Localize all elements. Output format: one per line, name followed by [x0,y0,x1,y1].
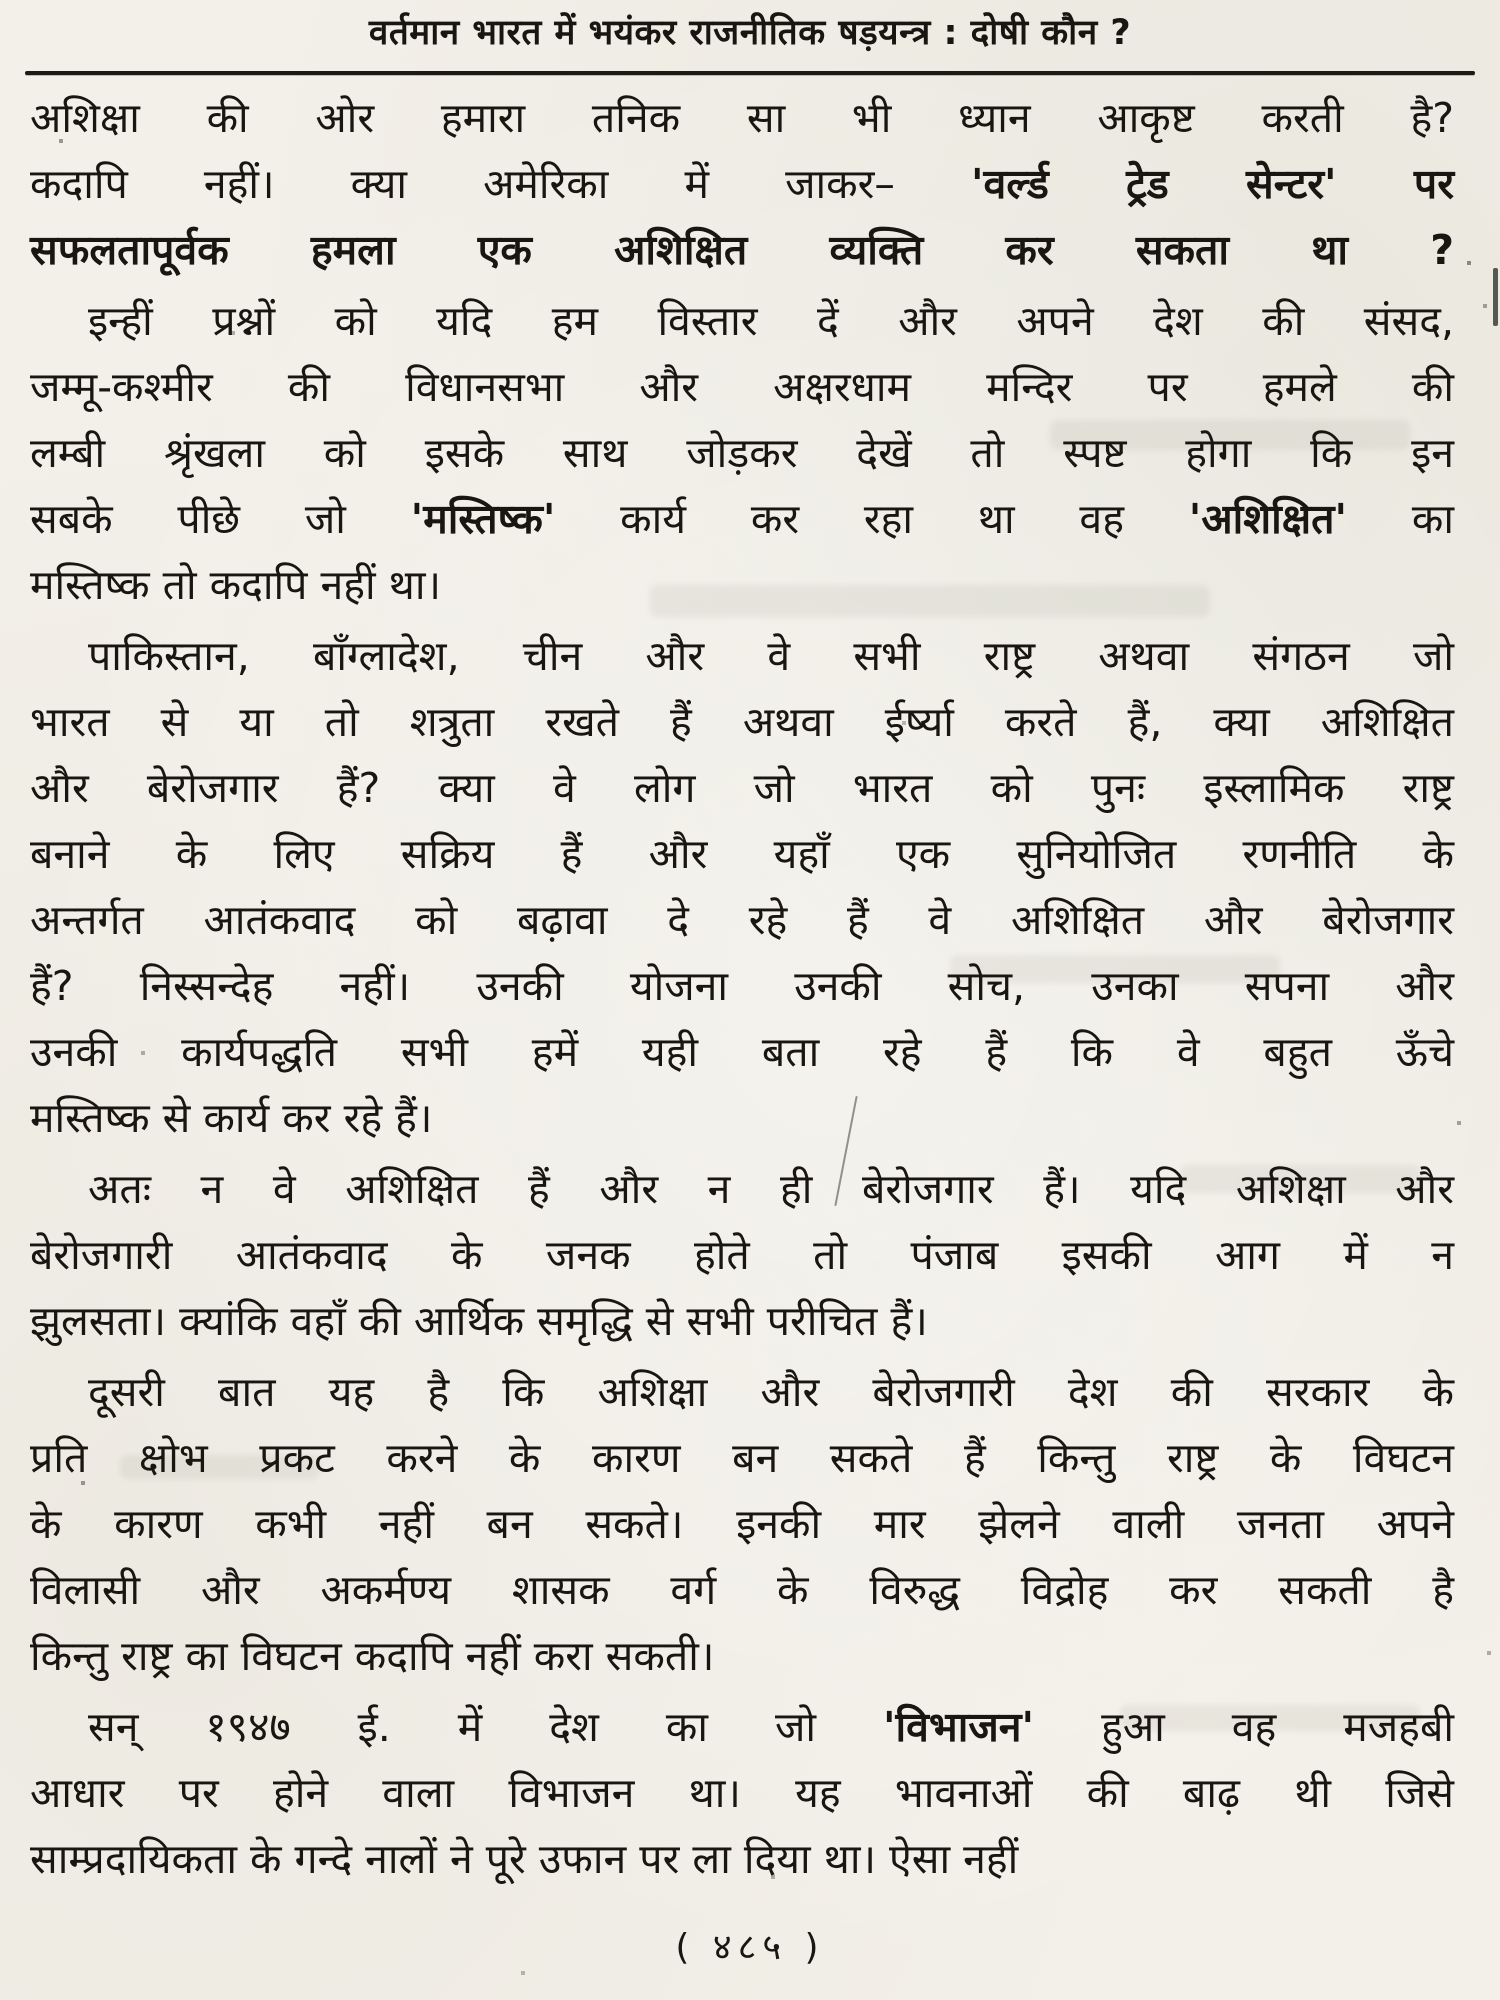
text-segment: का [1347,495,1455,543]
text-segment: पाकिस्तान, बाँग्लादेश, चीन और वे सभी राष्ट्र अथवा संगठन जो [88,632,1454,680]
text-segment: और बेरोजगार हैं? क्या वे लोग जो भारत को पुनः इस्लामिक राष्ट्र [30,764,1454,812]
text-line [30,887,1454,953]
paragraph [30,1359,1454,1689]
page-header [0,0,1500,75]
text-line [30,552,1454,618]
text-segment: हैं? निस्सन्देह नहीं। उनकी योजना उनकी सोच, उनका सपना और [30,962,1454,1010]
page-title: वर्तमान भारत में भयंकर राजनीतिक षड़यन्त्र : दोषी कौन ? [368,13,1132,53]
text-line [30,1760,1454,1826]
text-line [30,217,1454,283]
text-segment: आधार पर होने वाला विभाजन था। यह भावनाओं की बाढ़ थी जिसे [30,1769,1454,1817]
bold-text: 'विभाजन' [882,1703,1035,1751]
text-line [30,821,1454,887]
text-line [30,1826,1454,1892]
text-segment: दूसरी बात यह है कि अशिक्षा और बेरोजगारी देश की सरकार के [88,1368,1454,1416]
text-line [30,1491,1454,1557]
text-line [30,623,1454,689]
scan-noise-speckles [0,0,2,2]
page-number: ( ४८५ ) [675,1927,825,1968]
text-segment: लम्बी श्रृंखला को इसके साथ जोड़कर देखें तो स्पष्ट होगा कि इन [30,429,1454,477]
text-line [30,1288,1454,1354]
text-segment: इन्हीं प्रश्नों को यदि हम विस्तार दें और अपने देश की संसद, [88,297,1454,345]
text-segment: मस्तिष्क तो कदापि नहीं था। [30,561,442,609]
paragraph [30,1156,1454,1354]
text-segment: सन् १९४७ ई. में देश का जो [88,1703,883,1751]
text-line [30,1019,1454,1085]
text-segment: कदापि नहीं। क्या अमेरिका में जाकर– [30,160,971,208]
text-segment: जम्मू-कश्मीर की विधानसभा और अक्षरधाम मन्दिर पर हमले की [30,363,1454,411]
paragraph [30,1694,1454,1892]
text-segment: के कारण कभी नहीं बन सकते। इनकी मार झेलने वाली जनता अपने [30,1500,1454,1548]
text-segment: प्रति क्षोभ प्रकट करने के कारण बन सकते हैं किन्तु राष्ट्र के विघटन [30,1434,1454,1482]
text-segment: कार्य कर रहा था वह [555,495,1189,543]
text-line [30,1085,1454,1151]
text-line [30,1425,1454,1491]
text-segment: सबके पीछे जो [30,495,411,543]
text-line [30,288,1454,354]
bold-text: 'मस्तिष्क' [410,495,556,543]
text-segment: मस्तिष्क से कार्य कर रहे हैं। [30,1094,433,1142]
text-segment: विलासी और अकर्मण्य शासक वर्ग के विरुद्ध विद्रोह कर सकती है [30,1566,1454,1614]
text-segment: झुलसता। क्यांकि वहाँ की आर्थिक समृद्धि से सभी परीचित हैं। [30,1297,928,1345]
text-segment: हुआ वह मजहबी [1034,1703,1454,1751]
bold-text: 'वर्ल्ड ट्रेड सेन्टर' पर [970,160,1454,208]
text-segment: किन्तु राष्ट्र का विघटन कदापि नहीं करा सकती। [30,1632,715,1680]
bold-text: सफलतापूर्वक हमला एक अशिक्षित व्यक्ति कर सकता था ? [30,226,1454,274]
text-segment: अतः न वे अशिक्षित हैं और न ही बेरोजगार हैं। यदि अशिक्षा और [88,1165,1454,1213]
text-line [30,1222,1454,1288]
paragraph [30,85,1454,283]
text-segment: बनाने के लिए सक्रिय हैं और यहाँ एक सुनियोजित रणनीति के [30,830,1454,878]
text-line [30,354,1454,420]
text-line [30,1623,1454,1689]
text-line [30,689,1454,755]
paragraph [30,623,1454,1151]
text-line [30,1359,1454,1425]
text-segment: अन्तर्गत आतंकवाद को बढ़ावा दे रहे हैं वे अशिक्षित और बेरोजगार [30,896,1454,944]
text-segment: उनकी कार्यपद्धति सभी हमें यही बता रहे हैं कि वे बहुत ऊँचे [30,1028,1454,1076]
text-line [30,953,1454,1019]
text-segment: भारत से या तो शत्रुता रखते हैं अथवा ईर्ष्या करते हैं, क्या अशिक्षित [30,698,1454,746]
text-line [30,486,1454,552]
text-segment: बेरोजगारी आतंकवाद के जनक होते तो पंजाब इसकी आग में न [30,1231,1454,1279]
text-line [30,755,1454,821]
text-line [30,85,1454,151]
page-footer [0,1921,1500,1970]
text-line [30,151,1454,217]
text-line [30,1156,1454,1222]
text-line [30,420,1454,486]
text-line [30,1557,1454,1623]
page-body [0,75,1500,1892]
bold-text: 'अशिक्षित' [1188,495,1348,543]
text-line [30,1694,1454,1760]
text-segment: अशिक्षा की ओर हमारा तनिक सा भी ध्यान आकृष्ट करती है? [30,94,1454,142]
text-segment: साम्प्रदायिकता के गन्दे नालों ने पूरे उफान पर ला दिया था। ऐसा नहीं [30,1835,1019,1883]
paragraph [30,288,1454,618]
